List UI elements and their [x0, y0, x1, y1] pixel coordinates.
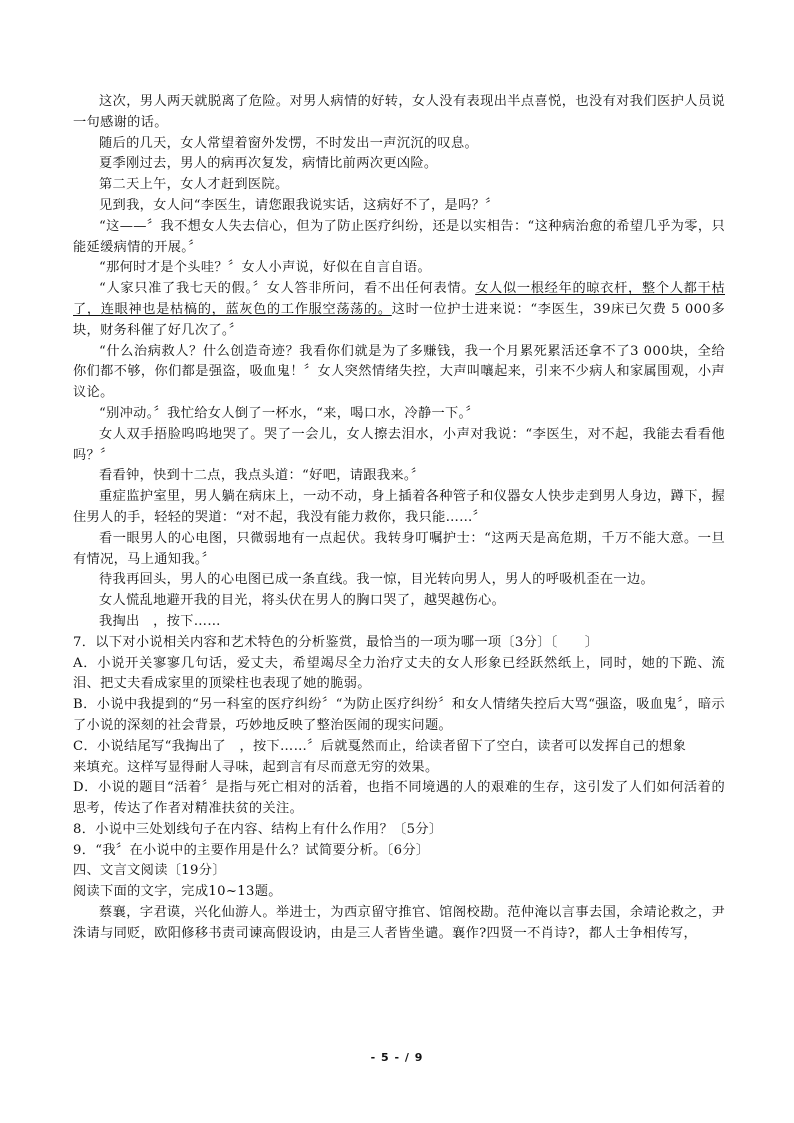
question-7-stem: 7．以下对小说相关内容和艺术特色的分析鉴赏，最恰当的一项为哪一项〔3分〕〔 〕 [73, 634, 599, 650]
story-paragraph [73, 279, 725, 341]
document-page [73, 92, 725, 945]
section-title: 四、文言文阅读〔19分〕 [73, 863, 226, 879]
story-paragraph: “这——〞我不想女人失去信心，但为了防止医疗纠纷，还是以实相告：“这种病治愈的希望几乎为零，只能延缓病情的开展。〞 [73, 218, 725, 255]
story-paragraph: 第二天上午，女人才赶到医院。 [99, 177, 289, 193]
question-7-option-a: A．小说开关寥寥几句话，爱丈夫，希望竭尽全力治疗丈夫的女人形象已经跃然纸上，同时，她的下跪、流泪、把丈夫看成家里的顶梁柱也表现了她的脆弱。 [73, 655, 725, 692]
question-9: 9．“我〞在小说中的主要作用是什么？试简要分析。〔6分〕 [73, 842, 430, 858]
question-7-option-b: B．小说中我提到的“另一科室的医疗纠纷〞“为防止医疗纠纷〞和女人情绪失控后大骂“强盗，吸血鬼〞，暗示了小说的深刻的社会背景，巧妙地反映了整治医闹的现实问题。 [73, 697, 725, 733]
story-paragraph: 夏季刚过去，男人的病再次复发，病情比前两次更凶险。 [99, 156, 438, 172]
story-paragraph: “别冲动。〞我忙给女人倒了一杯水，“来，喝口水，冷静一下。〞 [99, 405, 480, 421]
page-number: - 5 - / 9 [370, 1051, 424, 1064]
story-text: 这时一位护士进来说：“李医生，39床已欠费 5 000多块，财务科催了好几次了。〞 [73, 301, 725, 338]
story-paragraph: 待我再回头，男人的心电图已成一条直线。我一惊，目光转向男人，男人的呼吸机歪在一边。 [99, 572, 655, 588]
story-paragraph: 我掏出 ，按下…… [99, 613, 221, 629]
story-paragraph: 见到我，女人问“李医生，请您跟我说实话，这病好不了，是吗？〞 [99, 197, 499, 213]
classical-text-paragraph: 蔡襄，字君谟，兴化仙游人。举进士，为西京留守推官、馆阁校勘。范仲淹以言事去国，余靖论救之，尹洙请与同贬，欧阳修移书责司谏高假设讷，由是三人者皆坐谴。襄作?四贤一不肖诗?，都人士争相传写， [73, 905, 725, 941]
story-paragraph: “什么治病救人？什么创造奇迹？我看你们就是为了多赚钱，我一个月累死累活还拿不了3 000块，全给你们都不够，你们都是强盗，吸血鬼！〞女人突然情绪失控，大声叫嚷起来，引来不少病人和家属围观，小声议论。 [73, 343, 725, 401]
story-paragraph: 重症监护室里，男人躺在病床上，一动不动，身上插着各种管子和仪器女人快步走到男人身边，蹲下，握住男人的手，轻轻的哭道：“对不起，我没有能力救你，我只能……〞 [73, 489, 725, 525]
story-paragraph: 女人双手捂脸呜呜地哭了。哭了一会儿，女人擦去泪水，小声对我说：“李医生，对不起，我能去看看他吗？〞 [73, 426, 725, 463]
question-7-option-c-cont: 来填充。这样写显得耐人寻味，起到言有尽而意无穷的效果。 [73, 759, 439, 775]
question-7-option-c: C．小说结尾写“我掏出了 ，按下……〞后就戛然而止，给读者留下了空白，读者可以发挥自己的想象 [73, 738, 687, 754]
section-intro: 阅读下面的文字，完成10~13题。 [73, 884, 282, 900]
story-text: “人家只准了我七天的假。〞女人答非所问，看不出任何表情。 [99, 281, 476, 297]
story-paragraph: 看看钟，快到十二点，我点头道：“好吧，请跟我来。〞 [99, 468, 425, 484]
story-paragraph: 这次，男人两天就脱离了危险。对男人病情的好转，女人没有表现出半点喜悦，也没有对我们医护人员说一句感谢的话。 [73, 94, 725, 130]
question-7-option-d: D．小说的题目“活着〞是指与死亡相对的活着，也指不同境遇的人的艰难的生存，这引发了人们如何活着的思考，传达了作者对精准扶贫的关注。 [73, 780, 725, 817]
story-paragraph: “那何时才是个头哇？〞女人小声说，好似在自言自语。 [99, 260, 431, 276]
story-paragraph: 随后的几天，女人常望着窗外发愣，不时发出一声沉沉的叹息。 [99, 135, 479, 151]
story-paragraph: 看一眼男人的心电图，只微弱地有一点起伏。我转身叮嘱护士：“这两天是高危期，千万不能大意。一旦有情况，马上通知我。〞 [73, 530, 725, 567]
underlined-sentence: 女人似一根经年的晾衣杆，整个人都干枯了，连眼神也是枯槁的，蓝灰色的工作服空荡荡的。 [73, 281, 725, 317]
question-8: 8．小说中三处划线句子在内容、结构上有什么作用？〔5分〕 [73, 821, 443, 837]
story-paragraph: 女人慌乱地避开我的目光，将头伏在男人的胸口哭了，越哭越伤心。 [99, 593, 506, 609]
